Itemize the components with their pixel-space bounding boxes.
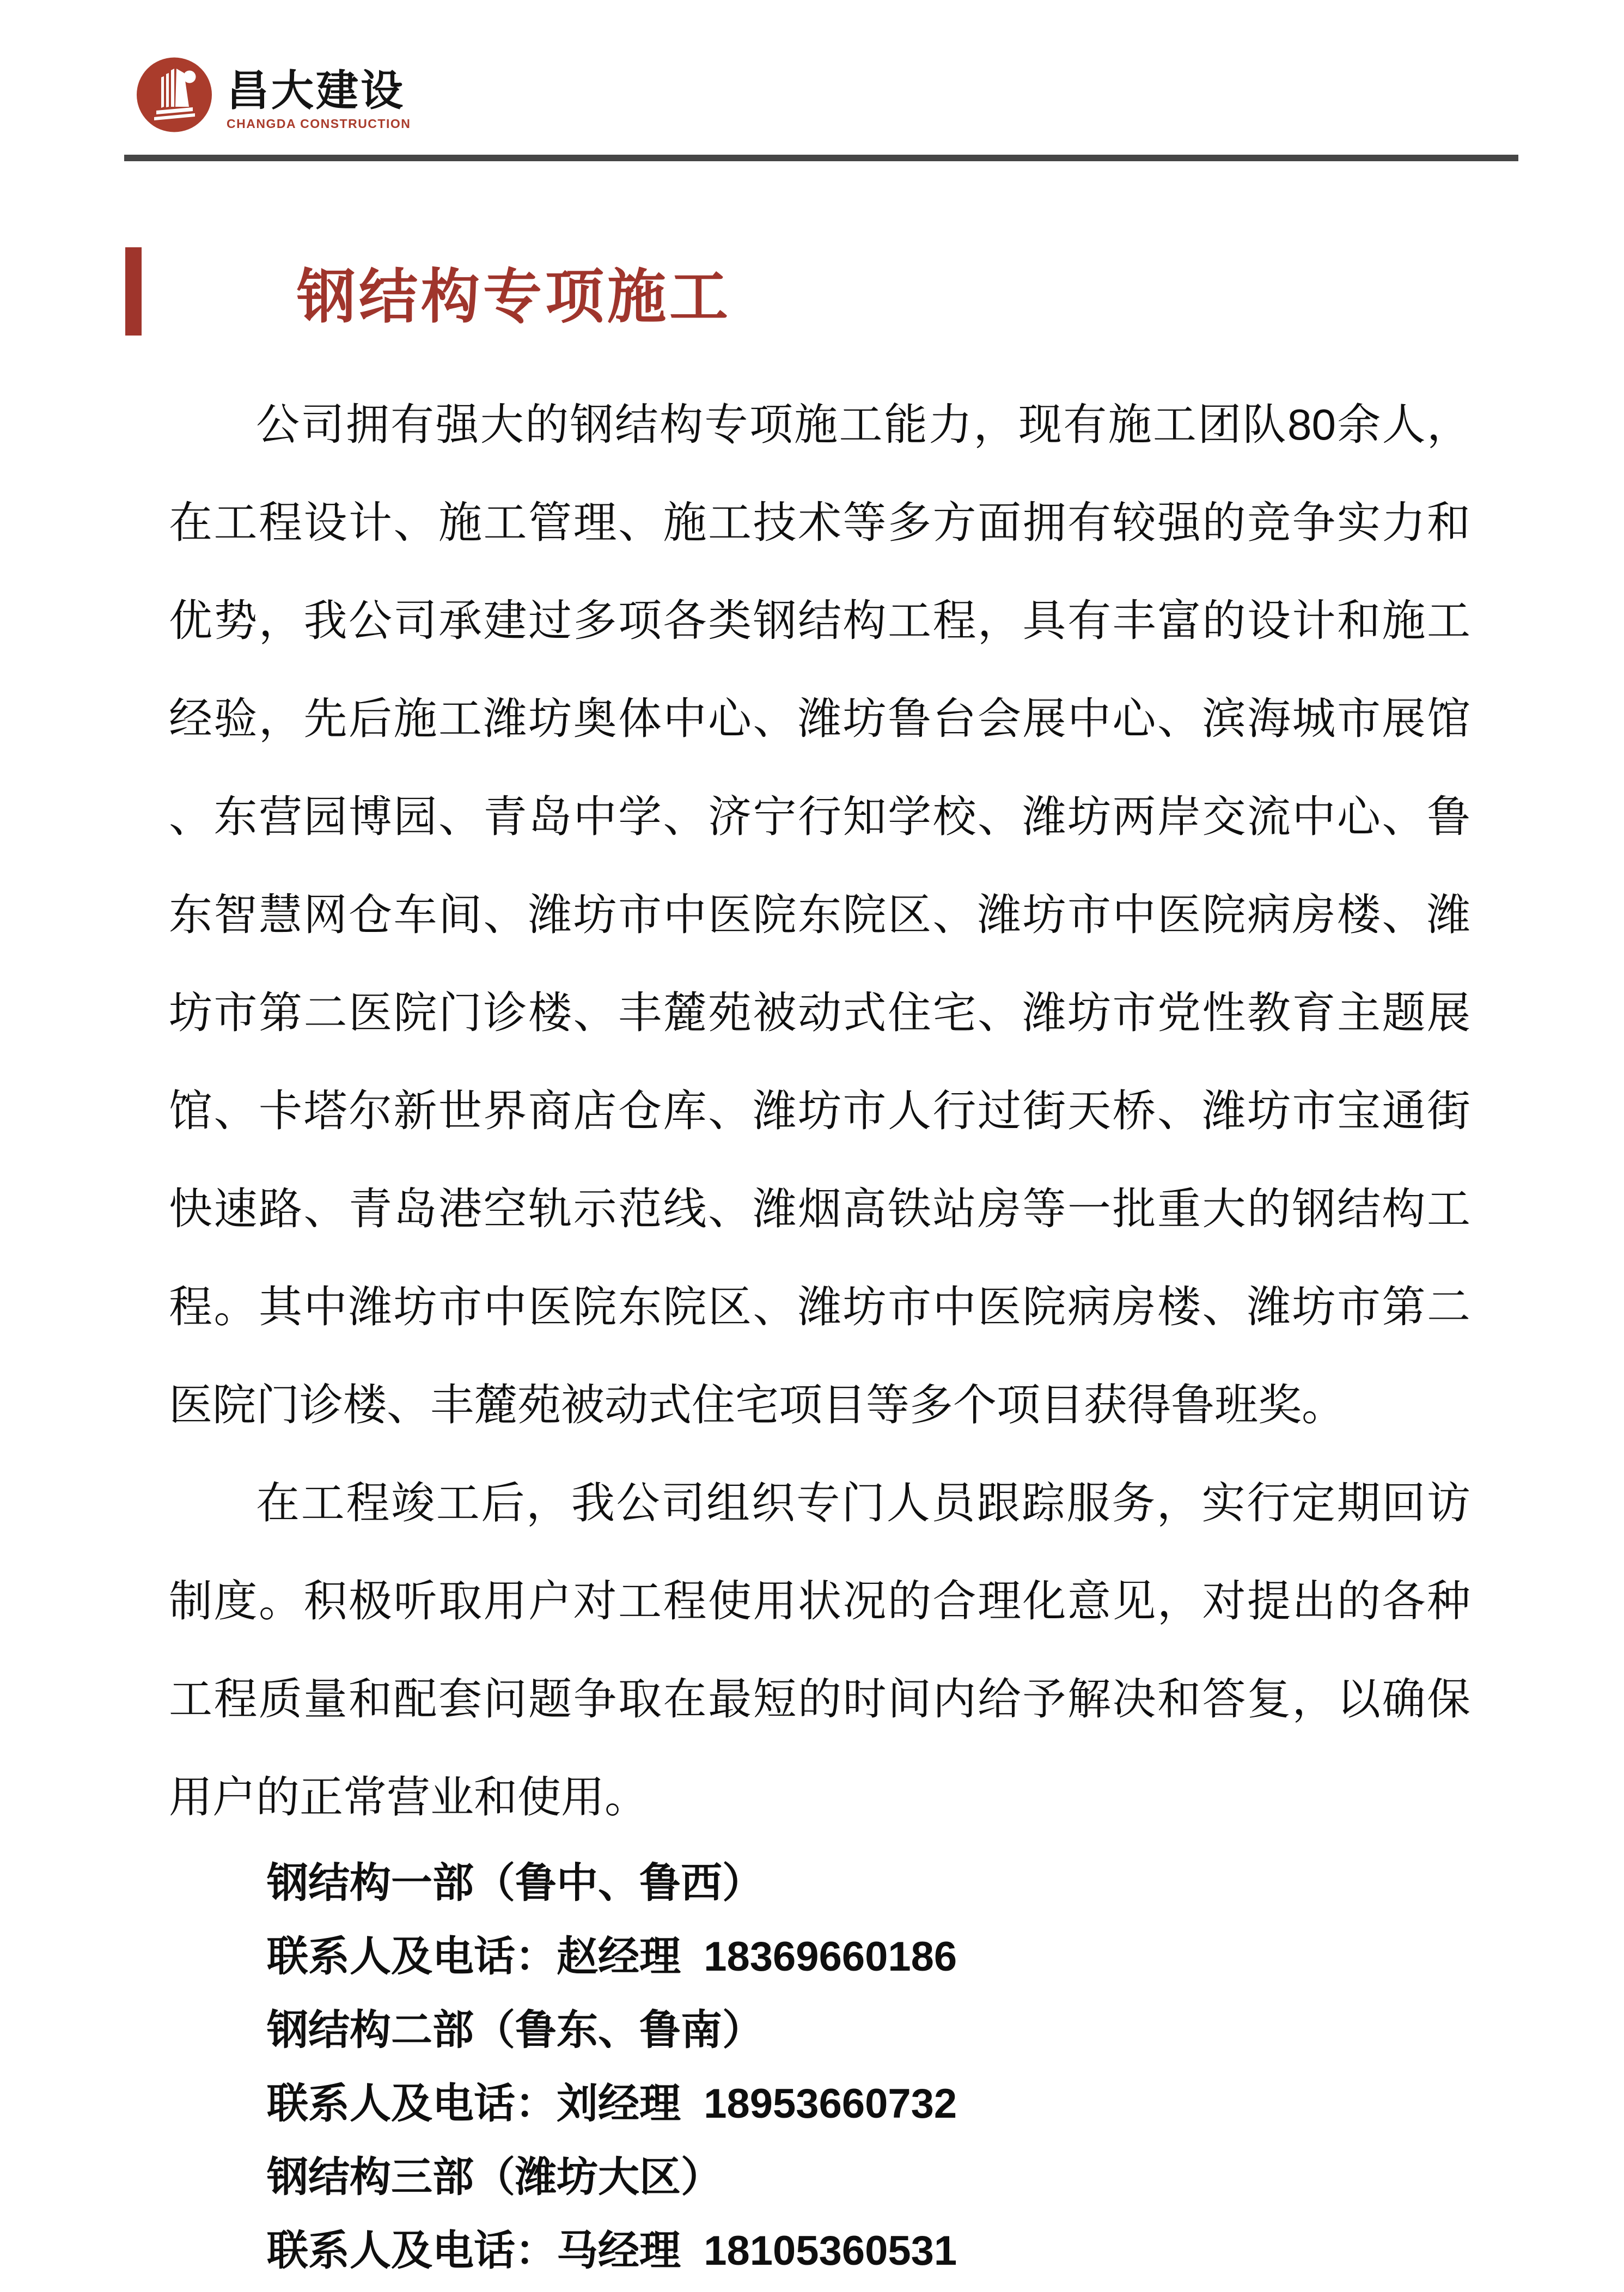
contact-line-phone: 联系人及电话：赵经理 18369660186: [267, 1934, 957, 1980]
contact-line-department: 钢结构一部（鲁中、鲁西）: [267, 1860, 764, 1906]
paragraph-line: 经验，先后施工潍坊奥体中心、潍坊鲁台会展中心、滨海城市展馆: [169, 694, 1470, 743]
contact-line-phone: 联系人及电话：马经理 18105360531: [267, 2228, 957, 2274]
contact-line-department: 钢结构三部（潍坊大区）: [267, 2154, 722, 2200]
paragraph-line: 优势，我公司承建过多项各类钢结构工程，具有丰富的设计和施工: [169, 596, 1470, 645]
body-text: [169, 376, 1470, 1846]
paragraph-line: 东智慧网仓车间、潍坊市中医院东院区、潍坊市中医院病房楼、潍: [169, 891, 1470, 939]
contact-list: [267, 1846, 1465, 2288]
logo-name-zh: 昌大建设: [227, 66, 406, 114]
header-divider: [124, 155, 1518, 161]
paragraph-line: 医院门诊楼、丰麓苑被动式住宅项目等多个项目获得鲁班奖。: [169, 1381, 1345, 1429]
paragraph-line: 工程质量和配套问题争取在最短的时间内给予解决和答复，以确保: [169, 1675, 1470, 1723]
title-accent-bar: [125, 247, 142, 336]
paragraph-line: 坊市第二医院门诊楼、丰麓苑被动式住宅、潍坊市党性教育主题展: [169, 989, 1470, 1037]
paragraph-line: 、东营园博园、青岛中学、济宁行知学校、潍坊两岸交流中心、鲁: [169, 793, 1470, 841]
logo-text: [227, 68, 411, 131]
paragraph-line: 公司拥有强大的钢结构专项施工能力，现有施工团队80余人，: [256, 400, 1470, 449]
section-title-row: [125, 246, 731, 337]
company-logo: [136, 57, 411, 133]
paragraph-line: 程。其中潍坊市中医院东院区、潍坊市中医院病房楼、潍坊市第二: [169, 1283, 1470, 1331]
contact-line-phone: 联系人及电话：刘经理 18953660732: [267, 2081, 957, 2127]
paragraph-line: 在工程竣工后，我公司组织专门人员跟踪服务，实行定期回访: [256, 1479, 1470, 1527]
paragraph-line: 快速路、青岛港空轨示范线、潍烟高铁站房等一批重大的钢结构工: [169, 1185, 1470, 1233]
paragraph-line: 在工程设计、施工管理、施工技术等多方面拥有较强的竞争实力和: [169, 498, 1470, 547]
paragraph-line: 馆、卡塔尔新世界商店仓库、潍坊市人行过街天桥、潍坊市宝通街: [169, 1087, 1470, 1135]
page-title: 钢结构专项施工: [297, 263, 732, 330]
logo-name-en: CHANGDA CONSTRUCTION: [227, 117, 411, 131]
contact-line-department: 钢结构二部（鲁东、鲁南）: [267, 2007, 764, 2053]
paragraph-line: 用户的正常营业和使用。: [169, 1773, 648, 1821]
paragraph-line: 制度。积极听取用户对工程使用状况的合理化意见，对提出的各种: [169, 1577, 1470, 1625]
changda-logo-icon: [136, 57, 212, 133]
